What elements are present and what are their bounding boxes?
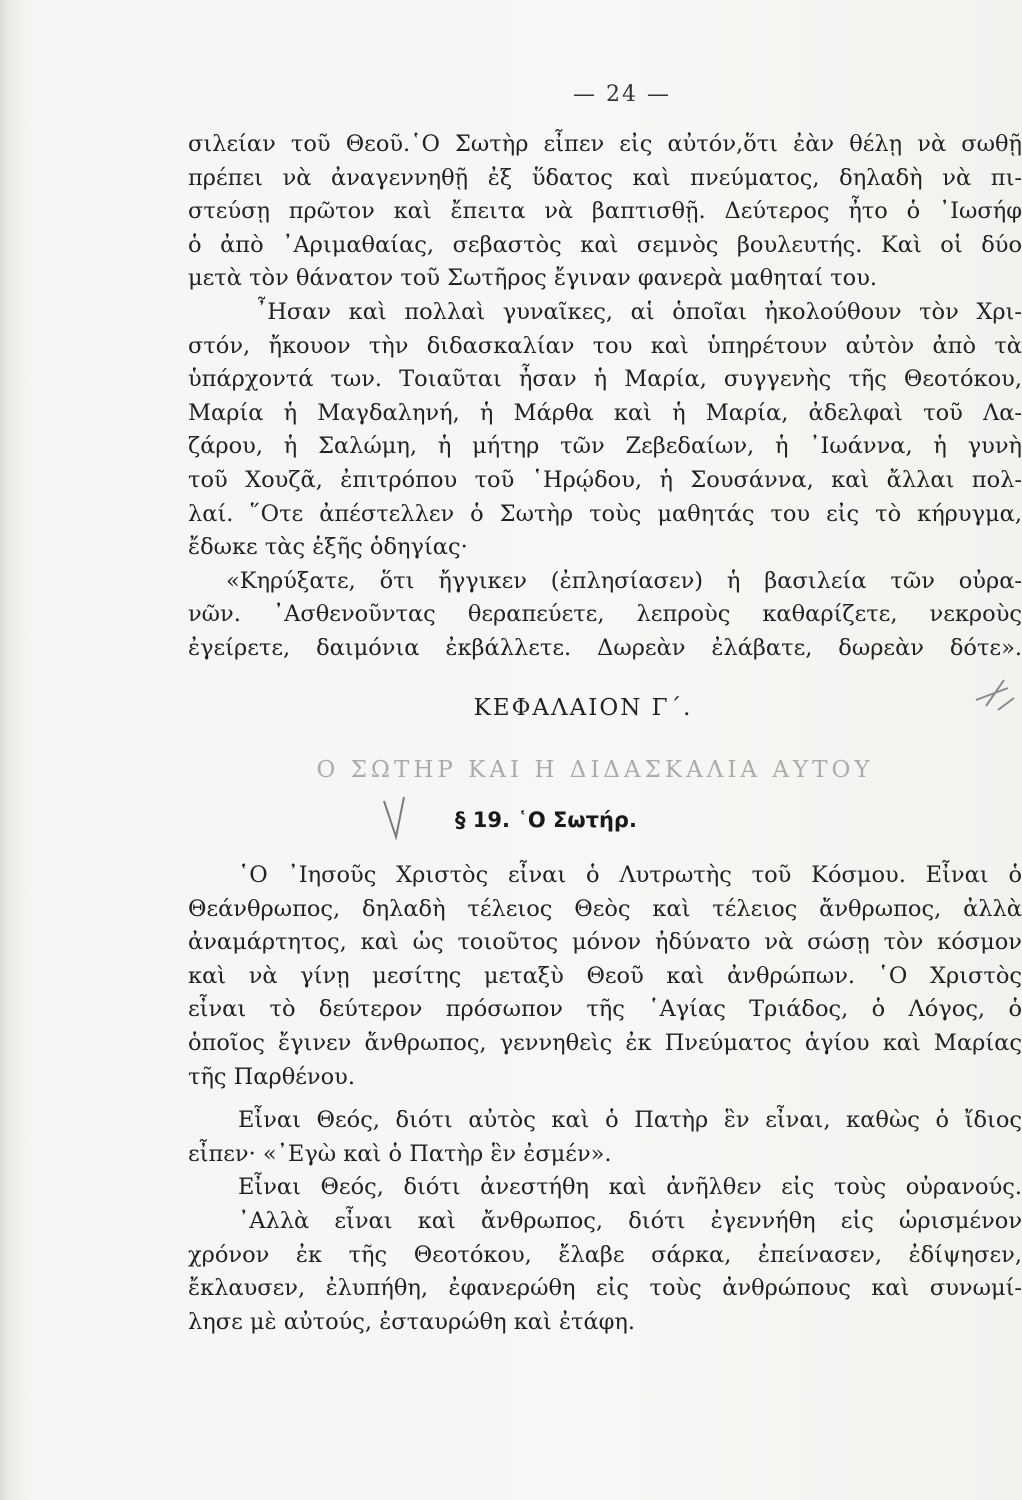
text-line: Εἶναι Θεός, διότι αὐτὸς καὶ ὁ Πατὴρ ἓν εἶναι, καθὼς ὁ ἴδιος: [238, 1107, 1022, 1134]
text-line: Εἶναι Θεός, διότι ἀνεστήθη καὶ ἀνῆλθεν εἰς τοὺς οὐρανούς.: [238, 1174, 1022, 1201]
text-line: ὑπάρχοντά των. Τοιαῦται ἦσαν ἡ Μαρία, συγγενὴς τῆς Θεοτόκου,: [188, 366, 1022, 393]
text-line: μετὰ τὸν θάνατον τοῦ Σωτῆρος ἔγιναν φανερὰ μαθηταί του.: [188, 265, 878, 292]
text-line: λησε μὲ αὐτούς, ἐσταυρώθη καὶ ἐτάφη.: [188, 1308, 636, 1335]
text-line: εἶναι τὸ δεύτερον πρόσωπον τῆς ῾Αγίας Τριάδος, ὁ Λόγος, ὁ: [188, 996, 1022, 1023]
text-line: ἀναμάρτητος, καὶ ὡς τοιοῦτος μόνον ἠδύνατο νὰ σώσῃ τὸν κόσμον: [188, 929, 1022, 956]
text-line: σιλείαν τοῦ Θεοῦ.῾Ο Σωτὴρ εἶπεν εἰς αὐτόν,ὅτι ἐὰν θέλῃ νὰ σωθῇ: [188, 131, 1022, 157]
text-line: ἐγείρετε, δαιμόνια ἐκβάλλετε. Δωρεὰν ἐλάβατε, δωρεὰν δότε».: [188, 634, 1022, 661]
page-number: — 24 —: [573, 82, 671, 107]
text-line: λαί. ῞Οτε ἀπέστελλεν ὁ Σωτὴρ τοὺς μαθητάς του εἰς τὸ κήρυγμα,: [188, 500, 1022, 527]
text-line: χρόνον ἐκ τῆς Θεοτόκου, ἔλαβε σάρκα, ἐπείνασεν, ἐδίψησεν,: [188, 1241, 1022, 1268]
chapter-title: ΚΕΦΑΛΑΙΟΝ Γ΄.: [473, 695, 693, 721]
text-line: ᾿Αλλὰ εἶναι καὶ ἄνθρωπος, διότι ἐγεννήθη εἰς ὡρισμένον: [238, 1207, 1022, 1234]
text-line: ζάρου, ἡ Σαλώμη, ἡ μήτηρ τῶν Ζεβεδαίων, ἡ ᾿Ιωάννα, ἡ γυνὴ: [188, 433, 1022, 460]
text-line: στεύσῃ πρῶτον καὶ ἔπειτα νὰ βαπτισθῇ. Δεύτερος ἦτο ὁ ᾿Ιωσήφ: [188, 198, 1022, 225]
text-line: ῏Ησαν καὶ πολλαὶ γυναῖκες, αἱ ὁποῖαι ἠκολούθουν τὸν Χρι-: [256, 298, 1022, 325]
text-line: Θεάνθρωπος, δηλαδὴ τέλειος Θεὸς καὶ τέλειος ἄνθρωπος, ἀλλὰ: [188, 895, 1022, 922]
text-line: ῾Ο ᾿Ιησοῦς Χριστὸς εἶναι ὁ Λυτρωτὴς τοῦ Κόσμου. Εἶναι ὁ: [238, 862, 1022, 888]
text-line: ἔδωκε τὰς ἑξῆς ὁδηγίας·: [188, 534, 468, 561]
text-line: νῶν. ᾿Ασθενοῦντας θεραπεύετε, λεπροὺς καθαρίζετε, νεκροὺς: [188, 601, 1022, 628]
text-line: ὁ ἀπὸ ᾿Αριμαθαίας, σεβαστὸς καὶ σεμνὸς βουλευτής. Καὶ οἱ δύο: [188, 231, 1022, 258]
text-line: εἶπεν· «᾿Εγὼ καὶ ὁ Πατὴρ ἓν ἐσμέν».: [188, 1140, 612, 1167]
text-line: πρέπει νὰ ἀναγεννηθῇ ἐξ ὕδατος καὶ πνεύματος, δηλαδὴ νὰ πι-: [188, 164, 1022, 191]
text-line: «Κηρύξατε, ὅτι ἤγγικεν (ἐπλησίασεν) ἡ βασιλεία τῶν οὐρα-: [226, 567, 1022, 594]
text-line: τοῦ Χουζᾶ, ἐπιτρόπου τοῦ ῾Ηρῴδου, ἡ Σουσάννα, καὶ ἄλλαι πολ-: [188, 466, 1022, 493]
text-line: ἔκλαυσεν, ἐλυπήθη, ἐφανερώθη εἰς τοὺς ἀνθρώπους καὶ συνωμί-: [188, 1275, 1022, 1302]
text-block-top: [188, 128, 1022, 666]
text-block-bottom: [188, 859, 1022, 1339]
text-line: Μαρία ἡ Μαγδαληνή, ἡ Μάρθα καὶ ἡ Μαρία, ἀδελφαὶ τοῦ Λα-: [188, 399, 1022, 426]
section-subtitle: Ο ΣΩΤΗΡ ΚΑΙ Η ΔΙΔΑΣΚΑΛΙΑ ΑΥΤΟΥ: [316, 757, 874, 783]
pencil-check-mark: [380, 795, 410, 845]
text-line: τῆς Παρθένου.: [188, 1063, 355, 1090]
text-line: στόν, ἤκουον τὴν διδασκαλίαν του καὶ ὑπηρέτουν αὐτὸν ἀπὸ τὰ: [188, 332, 1022, 359]
text-line: καὶ νὰ γίνῃ μεσίτης μεταξὺ Θεοῦ καὶ ἀνθρώπων. ῾Ο Χριστὸς: [188, 962, 1022, 989]
text-line: ὁποῖος ἔγινεν ἄνθρωπος, γεννηθεὶς ἐκ Πνεύματος ἁγίου καὶ Μαρίας: [188, 1029, 1022, 1056]
paragraph-title: § 19. ῾Ο Σωτήρ.: [455, 808, 637, 832]
